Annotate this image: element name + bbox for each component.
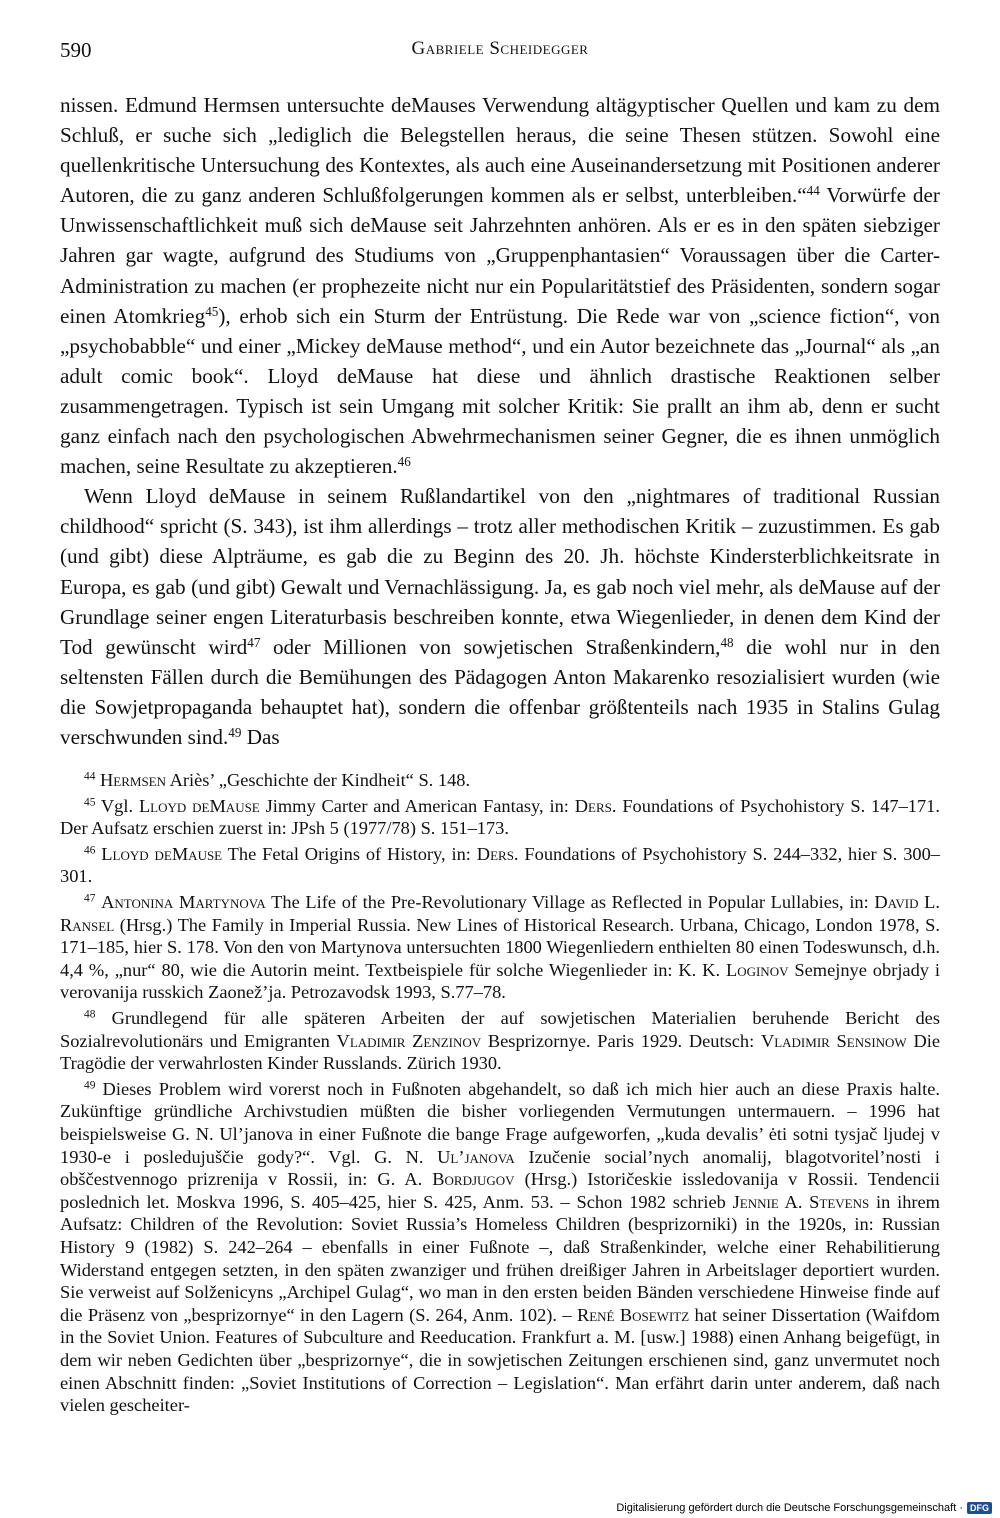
footnote: [60, 1007, 940, 1075]
footnote-number: 48: [84, 1008, 96, 1021]
author-name: Vladimir Sensinow: [760, 1030, 907, 1051]
author-name: Lloyd deMause: [138, 795, 260, 816]
book-page: [60, 38, 940, 1420]
text-run: (Hrsg.) The Family in Imperial Russia. New Lines of Historical Research. Urbana, Chicago, London 1978, S. 171–185, hier S. 178. Von den von Martynova untersuchten 1800 Wiegenliedern enthielten 80 einen Todeswunsch, d.h. 4,4 %, „nur“ 80, wie die Autorin meint. Textbeispiele für solche Wiegenlieder in: K. K.: [60, 914, 940, 980]
text-run: Vgl.: [100, 795, 139, 816]
digitization-credit: [616, 1502, 992, 1514]
footnote: [60, 891, 940, 1004]
author-name: Jennie A. Stevens: [732, 1191, 870, 1212]
author-name: Bordjugov: [432, 1169, 515, 1190]
text-run: die wohl nur in den seltensten Fällen durch die Bemühungen des Pädagogen Anton Makarenko resozialisiert wurden (wie die Sowjetpropaganda behauptet hat), sondern die offenbar größtenteils nach 1935 in Stalins Gulag verschwunden sind.: [60, 634, 941, 749]
author-name: René Bosewitz: [576, 1304, 690, 1325]
text-run: ), erhob sich ein Sturm der Entrüstung. Die Rede war von „science fiction“, von „psychobabble“ und einer „Mickey deMause method“, und ein Autor bezeichnete das „Journal“ als „an adult comic book“. Lloyd deMause hat diese und ähnlich drastische Reaktionen selber zusammengetragen. Typisch ist sein Umgang mit solcher Kritik: Sie prallt an ihm ab, denn er sucht ganz einfach nach den psychologischen Abwehrmechanismen seiner Gegner, die es ihnen unmöglich machen, seine Resultate zu akzeptieren.: [60, 303, 940, 479]
text-run: Foundations of Psychohistory S. 147–171. Der Aufsatz erschien zuerst in: JPsh 5 (1977/78) S. 151–173.: [60, 795, 940, 839]
text-run: Izučenie social’nych anomalij, blagotvoritel’nosti i obščestvennogo prizrenija v Rossii, in: G. A.: [60, 1146, 940, 1190]
footnote-ref: 49: [228, 724, 242, 740]
body-text: [60, 90, 940, 752]
text-run: Das: [241, 724, 280, 749]
footnote-number: 46: [84, 844, 96, 857]
paragraph: [60, 90, 940, 481]
author-name: Loginov: [725, 959, 789, 980]
page-header: [60, 38, 940, 68]
author-name: Ders.: [574, 795, 617, 816]
text-run: Wenn Lloyd deMause in seinem Rußlandartikel von den „nightmares of traditional Russian childhood“ spricht (S. 343), ist ihm allerdings – trotz aller methodischen Kritik – zuzustimmen. Es gab (und gibt) diese Alpträume, es gab die zu Beginn des 20. Jh. höchste Kindersterblichkeitsrate in Europa, es gab (und gibt) Gewalt und Vernachlässigung. Ja, es gab noch viel mehr, als deMause auf der Grundlage seiner engen Literaturbasis beschreiben konnte, etwa Wiegenlieder, in denen dem Kind der Tod gewünscht wird: [60, 484, 940, 659]
footnote-number: 49: [84, 1079, 96, 1092]
footnote: [60, 795, 940, 840]
paragraph: [60, 481, 940, 752]
author-name: Lloyd deMause: [101, 843, 223, 864]
footnote: [60, 1078, 940, 1417]
text-run: The Fetal Origins of History, in:: [222, 843, 477, 864]
author-name: Antonina Martynova: [101, 892, 266, 913]
footnotes: [60, 769, 940, 1417]
text-run: Vorwürfe der Unwissenschaftlichkeit muß sich deMause seit Jahrzehnten anhören. Als er es in den späten siebziger Jahren gar wagte, aufgrund des Studiums von „Gruppenphantasien“ Voraussagen über die Carter-Administration zu machen (er prophezeite nicht nur ein Popularitätstief des Präsidenten, sondern sogar einen Atomkrieg: [60, 183, 940, 328]
page-number: 590: [60, 38, 92, 62]
footnote-ref: 44: [806, 183, 820, 199]
footnote-number: 45: [84, 796, 96, 809]
dfg-logo: DFG: [967, 1502, 992, 1514]
text-run: Dieses Problem wird vorerst noch in Fußnoten abgehandelt, so daß ich mich hier auch an diese Praxis halte. Zukünftige gründliche Archivstudien müßten die bisher vorliegenden Vermutungen untermauern. – 1996 hat beispielsweise G. N. Ul’janova in einer Fußnote die bange Frage aufgeworfen, „kuda devalis’ ėti sotni tysjač ljudej v 1930-e i posledujuščie gody?“. Vgl. G. N.: [60, 1078, 940, 1167]
running-head: Gabriele Scheidegger: [411, 38, 589, 59]
text-run: Grundlegend für alle späteren Arbeiten der auf sowjetischen Materialien beruhende Bericht des Sozialrevolutionärs und Emigranten: [60, 1008, 940, 1051]
text-run: Ariès’ „Geschichte der Kindheit“ S. 148.: [166, 770, 471, 791]
author-name: Ul’janova: [437, 1146, 515, 1167]
author-name: Vladimir Zenzinov: [336, 1030, 482, 1051]
author-name: David L. Ransel: [60, 892, 940, 935]
author-name: Hermsen: [100, 770, 167, 791]
footnote-ref: 47: [247, 634, 261, 650]
text-run: (Hrsg.) Istoričeskie issledovanija v Rossii. Tendencii poslednich let. Moskva 1996, S. 405–425, hier S. 425, Anm. 53. – Schon 1982 schrieb: [60, 1169, 940, 1212]
text-run: Besprizornye. Paris 1929. Deutsch:: [481, 1030, 761, 1051]
footnote-ref: 45: [205, 303, 219, 319]
text-run: Jimmy Carter and American Fantasy, in:: [259, 795, 575, 816]
text-run: oder Millionen von sowjetischen Straßenkindern,: [260, 634, 721, 659]
footnote: [60, 769, 940, 792]
text-run: in ihrem Aufsatz: Children of the Revolution: Soviet Russia’s Homeless Children (besprizorniki) in the 1920s, in: Russian History 9 (1982) S. 242–264 – ebenfalls in einer Fußnote –, daß Straßenkinder, welche einer Rehabilitierung Widerstand entgegen setzten, in den späten zwanziger und frühen dreißiger Jahren in Arbeitslager deportiert wurden. Sie verweist auf Solženicyns „Archipel Gulag“, wo man in den ersten beiden Bänden verschiedene Hinweise finde auf die Präsenz von „besprizornye“ in den Lagern (S. 264, Anm. 102). –: [60, 1191, 940, 1325]
footnote: [60, 843, 940, 888]
footnote-ref: 48: [720, 634, 734, 650]
footnote-number: 47: [84, 892, 96, 905]
author-name: Ders.: [476, 843, 519, 864]
text-run: nissen. Edmund Hermsen untersuchte deMauses Verwendung altägyptischer Quellen und kam zu dem Schluß, er suche sich „lediglich die Belegstellen heraus, die seine Thesen stützen. Sowohl eine quellenkritische Untersuchung des Kontextes, als auch eine Auseinandersetzung mit Positionen anderer Autoren, die zu ganz anderen Schlußfolgerungen kommen als er selbst, unterbleiben.“: [60, 93, 940, 208]
text-run: Foundations of Psychohistory S. 244–332, hier S. 300–301.: [60, 843, 941, 887]
text-run: The Life of the Pre-Revolutionary Village as Reflected in Popular Lullabies, in:: [265, 892, 875, 913]
credit-text: Digitalisierung gefördert durch die Deutsche Forschungsgemeinschaft ·: [616, 1502, 963, 1514]
text-run: Die Tragödie der verwahrlosten Kinder Russlands. Zürich 1930.: [60, 1030, 940, 1074]
footnote-number: 44: [84, 770, 96, 783]
text-run: hat seiner Dissertation (Waifdom in the Soviet Union. Features of Subculture and Reeducation. Frankfurt a. M. [usw.] 1988) einen Anhang beigefügt, in dem wir neben Gedichten über „besprizornye“, die in sowjetischen Zeitungen erschienen sind, ganz unvermutet noch einen Abschnitt finden: „Soviet Institutions of Correction – Legislation“. Man erfährt darin unter anderem, daß nach vielen gescheiter-: [60, 1304, 940, 1416]
text-run: Semejnye obrjady i verovanija russkich Zaonež’ja. Petrozavodsk 1993, S.77–78.: [60, 959, 940, 1003]
footnote-ref: 46: [397, 453, 411, 469]
